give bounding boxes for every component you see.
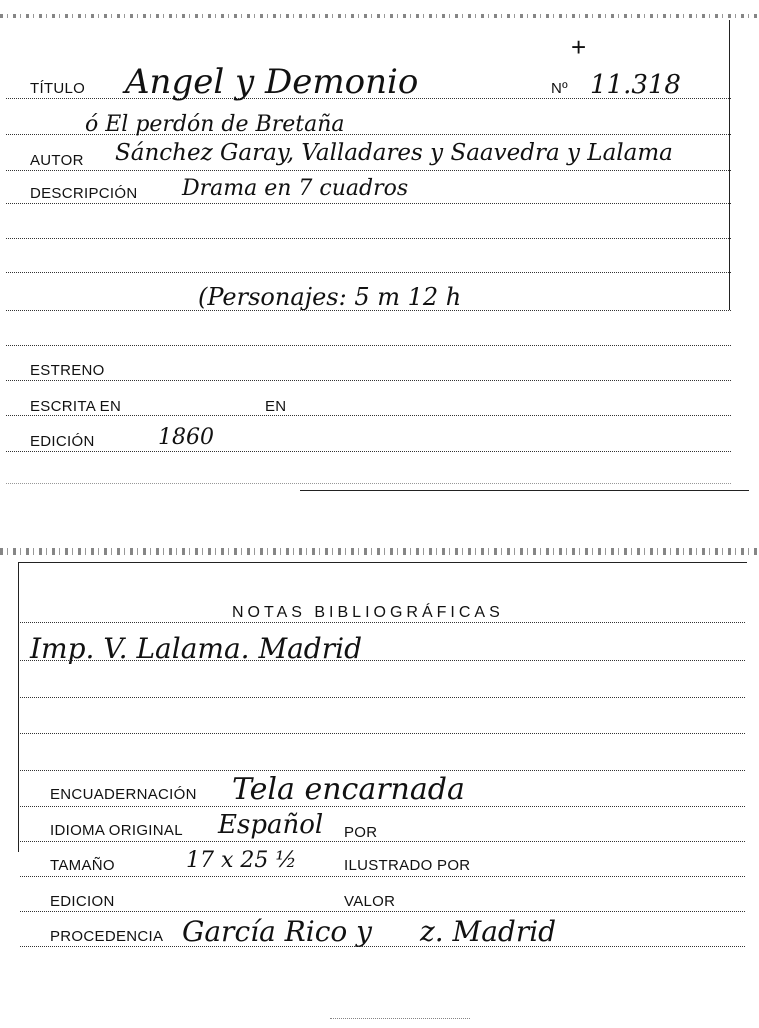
notas-header: NOTAS BIBLIOGRÁFICAS: [232, 604, 504, 621]
notas-line-0: [20, 622, 745, 623]
tamano-label: TAMAÑO: [50, 857, 115, 874]
idioma-line: [20, 841, 745, 842]
subtitulo-line: [6, 134, 731, 135]
idioma-value: Español: [218, 810, 324, 840]
cross-mark: +: [571, 32, 587, 62]
estreno-line: [6, 380, 731, 381]
edicion2-line: [20, 911, 745, 912]
encuadernacion-label: ENCUADERNACIÓN: [50, 786, 197, 803]
procedencia-value2: z. Madrid: [420, 915, 557, 948]
edicion-label: EDICIÓN: [30, 433, 95, 450]
encuadernacion-value: Tela encarnada: [232, 772, 465, 807]
subtitulo-value: ó El perdón de Bretaña: [85, 112, 345, 137]
card1-bottom-dots: [6, 483, 731, 484]
escrita-en-label: ESCRITA EN: [30, 398, 122, 415]
autor-line: [6, 170, 731, 171]
numero-value: 11.318: [590, 70, 681, 100]
card1-right-border: [729, 20, 730, 310]
por-label: POR: [344, 824, 378, 841]
card2-bottom-dots: [330, 1018, 470, 1019]
notas-value: Imp. V. Lalama. Madrid: [30, 632, 362, 665]
estreno-label: ESTRENO: [30, 362, 105, 379]
blank-line-3: [6, 345, 731, 346]
valor-label: VALOR: [344, 893, 396, 910]
idioma-label: IDIOMA ORIGINAL: [50, 822, 183, 839]
procedencia-value: García Rico y: [182, 915, 372, 948]
titulo-value: Angel y Demonio: [125, 62, 419, 102]
scan-noise-top: [0, 14, 759, 18]
autor-value: Sánchez Garay, Valladares y Saavedra y Lalama: [115, 140, 673, 166]
encuadernacion-line: [20, 806, 745, 807]
ilustrado-label: ILUSTRADO POR: [344, 857, 471, 874]
notas-line-2: [20, 697, 745, 698]
blank-line-1: [6, 238, 731, 239]
descripcion-value: Drama en 7 cuadros: [182, 176, 409, 201]
edicion-value: 1860: [158, 425, 214, 450]
card2-top-border: [18, 562, 747, 563]
titulo-label: TÍTULO: [30, 80, 86, 97]
edicion2-label: EDICION: [50, 893, 115, 910]
descripcion-line: [6, 203, 731, 204]
numero-label: Nº: [551, 80, 568, 97]
tamano-line: [20, 876, 745, 877]
escrita-line: [6, 415, 731, 416]
blank-line-2: [6, 272, 731, 273]
tamano-value: 17 x 25 ½: [186, 848, 297, 873]
notas-line-4: [20, 770, 745, 771]
descripcion-label: DESCRIPCIÓN: [30, 185, 138, 202]
en-label: EN: [265, 398, 287, 415]
edicion-line: [6, 451, 731, 452]
scan-noise-middle: [0, 548, 759, 555]
procedencia-label: PROCEDENCIA: [50, 928, 164, 945]
card2-left-border: [18, 562, 19, 852]
notas-line-3: [20, 733, 745, 734]
procedencia-line: [20, 946, 745, 947]
autor-label: AUTOR: [30, 152, 84, 169]
notas-line-1: [20, 660, 745, 661]
personajes-line: [6, 310, 731, 311]
card1-bottom-border: [300, 490, 749, 491]
personajes-value: (Personajes: 5 m 12 h: [198, 283, 462, 311]
